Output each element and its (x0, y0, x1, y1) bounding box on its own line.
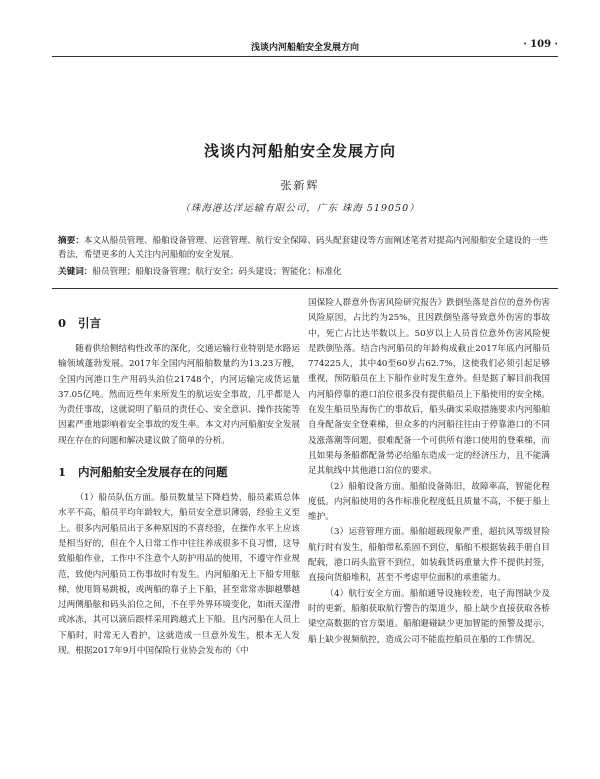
header-rule (52, 56, 558, 57)
running-head (52, 38, 558, 52)
section-number: 1 (58, 465, 67, 480)
article-title: 浅谈内河船舶安全发展方向 (203, 142, 396, 160)
keywords-label: 关键词： (58, 267, 93, 277)
running-title: 浅谈内河船舶安全发展方向 (250, 43, 359, 53)
abstract-label: 摘要： (58, 236, 84, 246)
keywords (58, 265, 548, 279)
right-column (308, 296, 550, 648)
affiliation: （珠海港达洋运输有限公司，广东 珠海 519050） (180, 203, 420, 214)
section-heading-problems (58, 463, 300, 481)
keywords-text: 船员管理；船舶设备管理；航行安全；码头建设；智能化；标准化 (92, 267, 342, 277)
section-title: 内河船舶安全发展存在的问题 (78, 465, 228, 480)
paragraph-crew: （1）船员队伍方面。船员数量呈下降趋势，船员素质总体水平不高，船员平均年龄较大，船员安全意识薄弱，经验主义至上。很多内河船员出于多种原因的不喜经验，在操作水平上应该是相当好的，但在个人日常工作中往往养成很多不良习惯，这导致船舶作业，工作中不注意个人防护用品的使用，不遵守作业规范，致使内河船员工伤事故时有发生。内河船舶无上下船专用舷梯，使用简易跳板，或两船的靠子上下船，甚至常常赤脚越攀越过两侧船舷和码头泊位之间，不在乎外界环境变化，如雨天湿滑或冰冻，其可以滴后跟样采用跨越式上下船。且内河船在人员上下船时，时常无人看护，这就造成一旦意外发生，根本无人发现。根据2017年9月中国保险行业协会发布的《中 (58, 493, 300, 657)
paragraph-equipment: （2）船舶设备方面。船舶设备陈旧，故障率高，智能化程度低。内河船使用的各作标准化程度低且质量不高，不便于船上维护。 (308, 481, 550, 523)
section-number: 0 (58, 316, 67, 330)
abstract-text: 本文从船员管理、船舶设备管理、运营管理、航行安全保障、码头配套建设等方面阐述笔者对提高内河船舶安全建设的一些看法，希望更多的人关注内河船舶的安全发展。 (58, 236, 548, 260)
abstract (58, 234, 548, 262)
intro-paragraph: 随着供给侧结构性改革的深化，交通运输行业特别是水路运输领域蓬勃发展。2017年全国内河船舶数量约为13.23万艘，全国内河港口生产用码头泊位21748个，内河运输完成货运量37.05亿吨。然而近些年来所发生的航运安全事故，几乎都是人为责任事故，这就说明了船员的责任心、安全意识、操作技能等因素严重地影响着安全事故的发生率。本文对内河船舶安全发展现在存在的问题和解决建议做了简单的分析。 (58, 344, 300, 446)
paragraph-continued: 国保险人群意外伤害风险研究报告》跌倒坠落是首位的意外伤害风险原因，占比约为25%，且因跌倒坠落导致意外伤害的事故中，死亡占比达半数以上。50岁以上人员首位意外伤害风险便是跌倒坠落。结合内河船员的年龄构成截止2017年底内河船员774225人，其中40至60岁占62.7%，这使我们必须引起足够重视，预防船员在上下船作业时发生意外。但是据了解目前我国内河船停靠的港口泊位很多没有提供船员上下船使用的安全梯。在发生船员坠海伤亡的事故后，船头确实采取措施要求内河船舶自身配备安全登乘梯，但众多的内河船往往由于停靠港口的不同及涨落潮等问题，很难配备一个可供所有港口使用的登乘梯，而且如果每条船都配备势必给船东造成一定的经济压力，且不能满足其航线中其他港口泊位的要求。 (308, 298, 550, 477)
abstract-rule (52, 288, 558, 289)
section-heading-intro (58, 314, 300, 332)
page-number: · 109 · (523, 39, 558, 50)
left-column (58, 296, 300, 659)
paragraph-navigation: （4）航行安全方面。船舶通导设施较差，电子海图缺少及时的更新，船舶获取航行警告的渠道少，船上缺少直接获取各桥梁空高数据的官方渠道。船舶避碰缺少更加智能的预警及提示，船上缺少视频航控，造成公司不能监控船员在船的工作情况。 (308, 588, 550, 645)
paragraph-operations: （3）运营管理方面。船舶超载现象严重，超抗风等级冒险航行时有发生，船舶带私系固不到位，船舶不根据装载手册自目配载，港口码头监管不到位，如装载货码重量大件不提供封签，直接向货船堆积，甚至不考虑甲位面积的承重能力。 (308, 527, 550, 584)
section-title: 引言 (78, 316, 102, 330)
author: 张新辉 (280, 179, 320, 192)
